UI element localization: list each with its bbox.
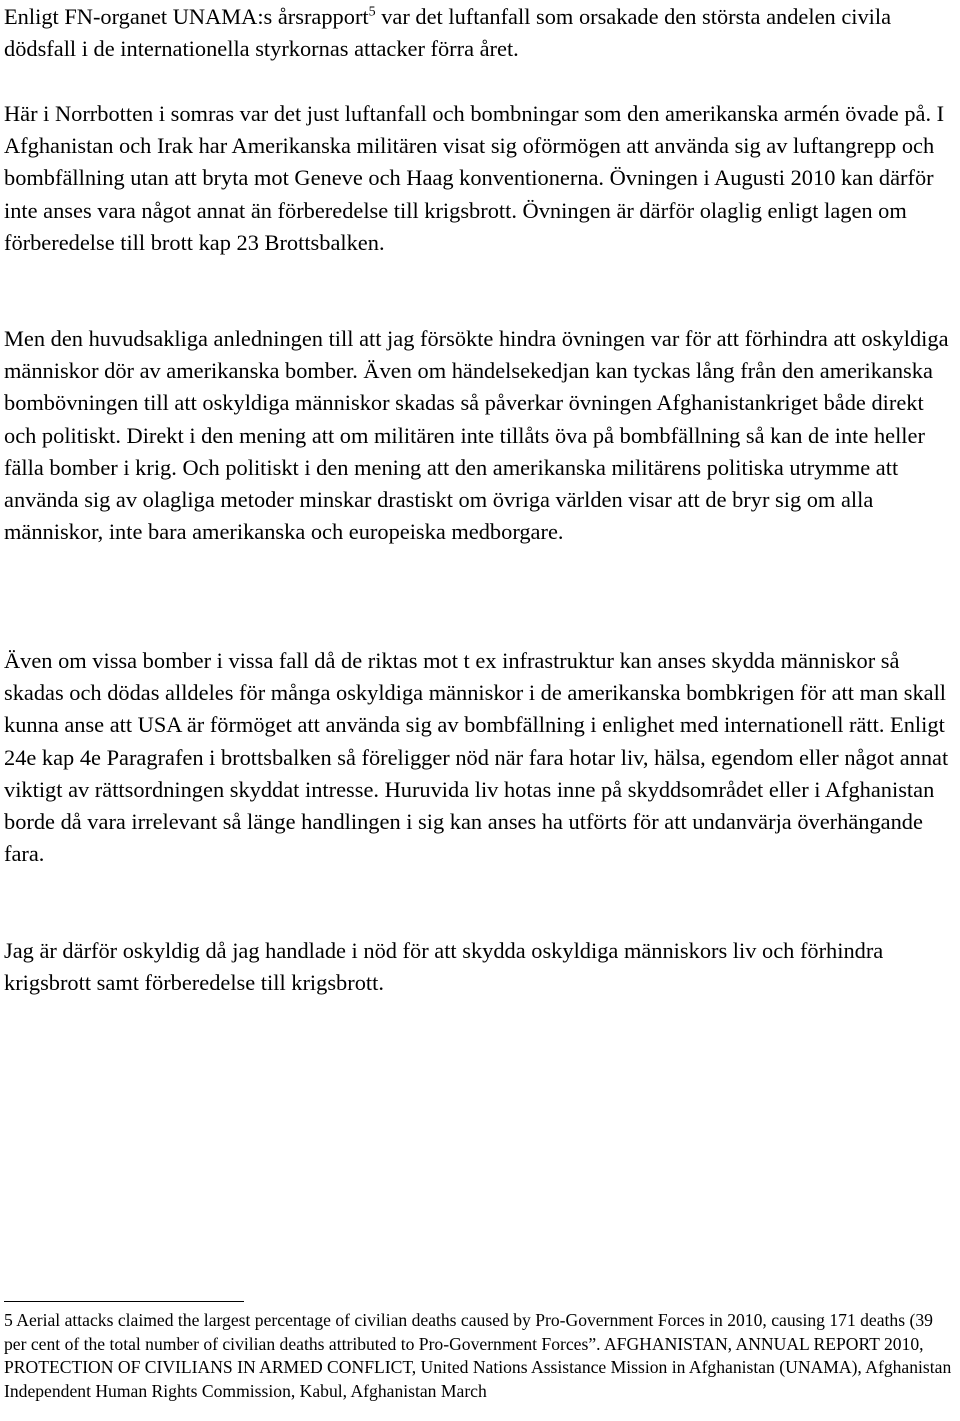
- paragraph-4: Även om vissa bomber i vissa fall då de riktas mot t ex infrastruktur kan anses skydda människor så skadas och dödas alldeles för många oskyldiga människor i de amerikanska bombkrigen för att man skall kunna anse att USA är förmöget att använda sig av bombfällning i enlighet med internationell rätt. Enligt 24e kap 4e Paragrafen i brottsbalken så föreligger nöd när fara hotar liv, hälsa, egendom eller något annat viktigt av rättsordningen skyddat intresse. Huruvida liv hotas inne på skyddsområdet eller i Afghanistan borde då vara irrelevant så länge handlingen i sig kan anses ha utförts för att undanvärja överhängande fara.: [4, 648, 949, 867]
- paragraph-1: [4, 1, 956, 65]
- footnote-text: Aerial attacks claimed the largest percentage of civilian deaths caused by Pro-Government Forces in 2010, causing 171 deaths (39 per cent of the total number of civilian deaths attributed to Pro-Government Forces”. AFGHANISTAN, ANNUAL REPORT 2010, PROTECTION OF CIVILIANS IN ARMED CONFLICT, United Nations Assistance Mission in Afghanistan (UNAMA), Afghanistan Independent Human Rights Commission, Kabul, Afghanistan March: [4, 1310, 952, 1401]
- footnote: [4, 1309, 956, 1403]
- paragraph-3: Men den huvudsakliga anledningen till att jag försökte hindra övningen var för att förhindra att oskyldiga människor dör av amerikanska bomber. Även om händelsekedjan kan tyckas lång från den amerikanska bombövningen till att oskyldiga människor skadas så påverkar övningen Afghanistankriget både direkt och politiskt. Direkt i den mening att om militären inte tillåts öva på bombfällning så kan de inte heller fälla bomber i krig. Och politiskt i den mening att den amerikanska militärens politiska utrymme att använda sig av olagliga metoder minskar drastiskt om övriga världen visar att de bryr sig om alla människor, inte bara amerikanska och europeiska medborgare.: [4, 326, 949, 545]
- footnote-separator: [4, 1301, 244, 1302]
- paragraph-2: Här i Norrbotten i somras var det just luftanfall och bombningar som den amerikanska armén övade på. I Afghanistan och Irak har Amerikanska militären visat sig oförmögen att använda sig av luftangrepp och bombfällning utan att bryta mot Geneve och Haag konventionerna. Övningen i Augusti 2010 kan därför inte anses vara något annat än förberedelse till krigsbrott. Övningen är därför olaglig enligt lagen om förberedelse till brott kap 23 Brottsbalken.: [4, 101, 945, 255]
- paragraph-1-text-after-ref: var det luftanfall som orsakade den största andelen civila dödsfall i de internationella styrkornas attacker förra året.: [4, 4, 892, 62]
- footnote-reference[interactable]: 5: [368, 4, 376, 20]
- paragraph-1-text-before-ref: Enligt FN-organet UNAMA:s årsrapport: [4, 4, 369, 29]
- paragraph-5: Jag är därför oskyldig då jag handlade i nöd för att skydda oskyldiga människors liv och förhindra krigsbrott samt förberedelse till krigsbrott.: [4, 938, 884, 996]
- footnote-number: 5: [4, 1310, 13, 1330]
